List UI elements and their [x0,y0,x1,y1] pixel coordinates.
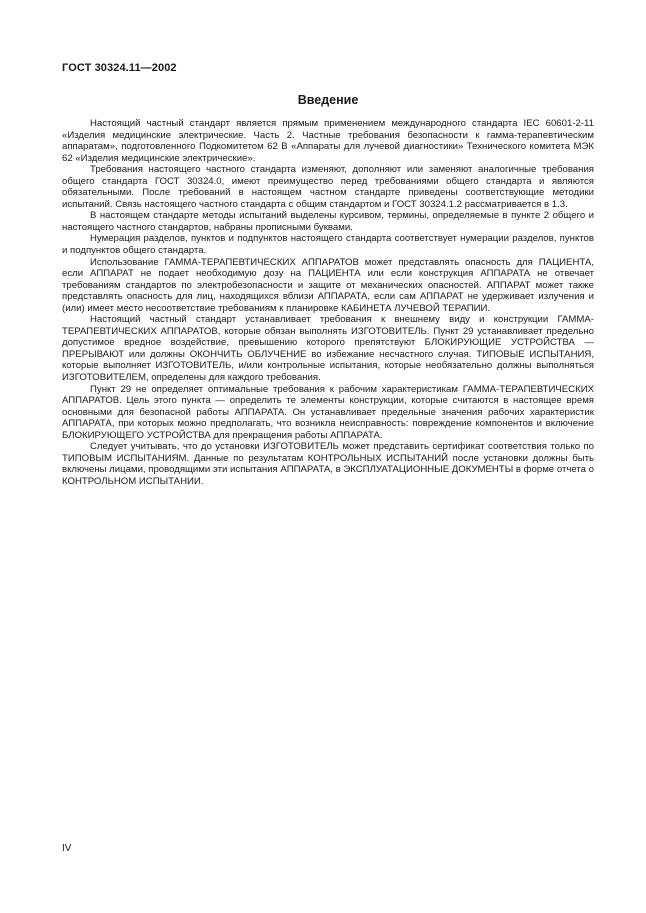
section-title: Введение [297,93,359,107]
paragraph-scope: Настоящий частный стандарт является прямым применением международного стандарта IEC 60601-2-11 «Изделия медицинские электрические. Часть 2. Частные требования безопасности к гамма-терапевтическим аппаратам», подготовленного Подкомитетом 62 В «Аппараты для лучевой диагностики» Технического комитета МЭК 62 «Изделия медицинские электрические». [62,118,594,164]
paragraph-numbering: Нумерация разделов, пунктов и подпунктов настоящего стандарта соответствует нумерации разделов, пунктов и подпунктов общего стандарта. [62,233,594,257]
page-number: IV [62,843,72,854]
standard-code-header: ГОСТ 30324.11—2002 [62,62,177,74]
paragraph-clause-29: Пункт 29 не определяет оптимальные требования к рабочим характеристикам ГАММА-ТЕРАПЕВТИЧЕСКИХ АППАРАТОВ. Цель этого пункта — определить те элементы конструкции, которые считаются в настоящее время основными для безопасной работы АППАРАТА. Он устанавливает предельные значения рабочих характеристик АППАРАТА, при которых можно предполагать, что возникла неисправность: повреждение компонентов и включение БЛОКИРУЮЩЕГО УСТРОЙСТВА для прекращения работы АППАРАТА. [62,383,594,441]
paragraph-requirements: Требования настоящего частного стандарта изменяют, дополняют или заменяют аналогичные требования общего стандарта ГОСТ 30324.0, имеют преимущество перед требованиями общего стандарта и являются обязательными. После требований в настоящем частном стандарте приведены соответствующие методики испытаний. Связь настоящего частного стандарта с общим стандартом и ГОСТ 30324.1.2 рассматривается в 1.3. [62,164,594,210]
paragraph-certification: Следует учитывать, что до установки ИЗГОТОВИТЕЛЬ может представить сертификат соответствия только по ТИПОВЫМ ИСПЫТАНИЯМ. Данные по результатам КОНТРОЛЬНЫХ ИСПЫТАНИЙ после установки должны быть включены лицами, проводящими эти испытания АППАРАТА, в ЭКСПЛУАТАЦИОННЫЕ ДОКУМЕНТЫ в форме отчета о КОНТРОЛЬНОМ ИСПЫТАНИИ. [62,441,594,487]
paragraph-design-requirements: Настоящий частный стандарт устанавливает требования к внешнему виду и конструкции ГАММА-ТЕРАПЕВТИЧЕСКИХ АППАРАТОВ, которые обязан выполнять ИЗГОТОВИТЕЛЬ. Пункт 29 устанавливает предельно допустимое вредное воздействие, превышению которого препятствуют БЛОКИРУЮЩИЕ УСТРОЙСТВА — ПРЕРЫВАЮТ или должны ОКОНЧИТЬ ОБЛУЧЕНИЕ во избежание несчастного случая. ТИПОВЫЕ ИСПЫТАНИЯ, которые выполняет ИЗГОТОВИТЕЛЬ, и/или контрольные испытания, которые необязательно должны выполняться ИЗГОТОВИТЕЛЕМ, определены для каждого требования. [62,314,594,384]
document-body [62,118,594,488]
paragraph-hazards: Использование ГАММА-ТЕРАПЕВТИЧЕСКИХ АППАРАТОВ может представлять опасность для ПАЦИЕНТА, если АППАРАТ не подает необходимую дозу на ПАЦИЕНТА или если конструкция АППАРАТА не отвечает требованиям стандартов по электробезопасности и защите от механических опасностей. АППАРАТ может также представлять опасность для лиц, находящихся вблизи АППАРАТА, если сам АППАРАТ не удерживает излучения и (или) имеет место несоответствие требованиям к планировке КАБИНЕТА ЛУЧЕВОЙ ТЕРАПИИ. [62,256,594,314]
paragraph-typography: В настоящем стандарте методы испытаний выделены курсивом, термины, определяемые в пункте 2 общего и настоящего частного стандартов, набраны прописными буквами. [62,210,594,233]
